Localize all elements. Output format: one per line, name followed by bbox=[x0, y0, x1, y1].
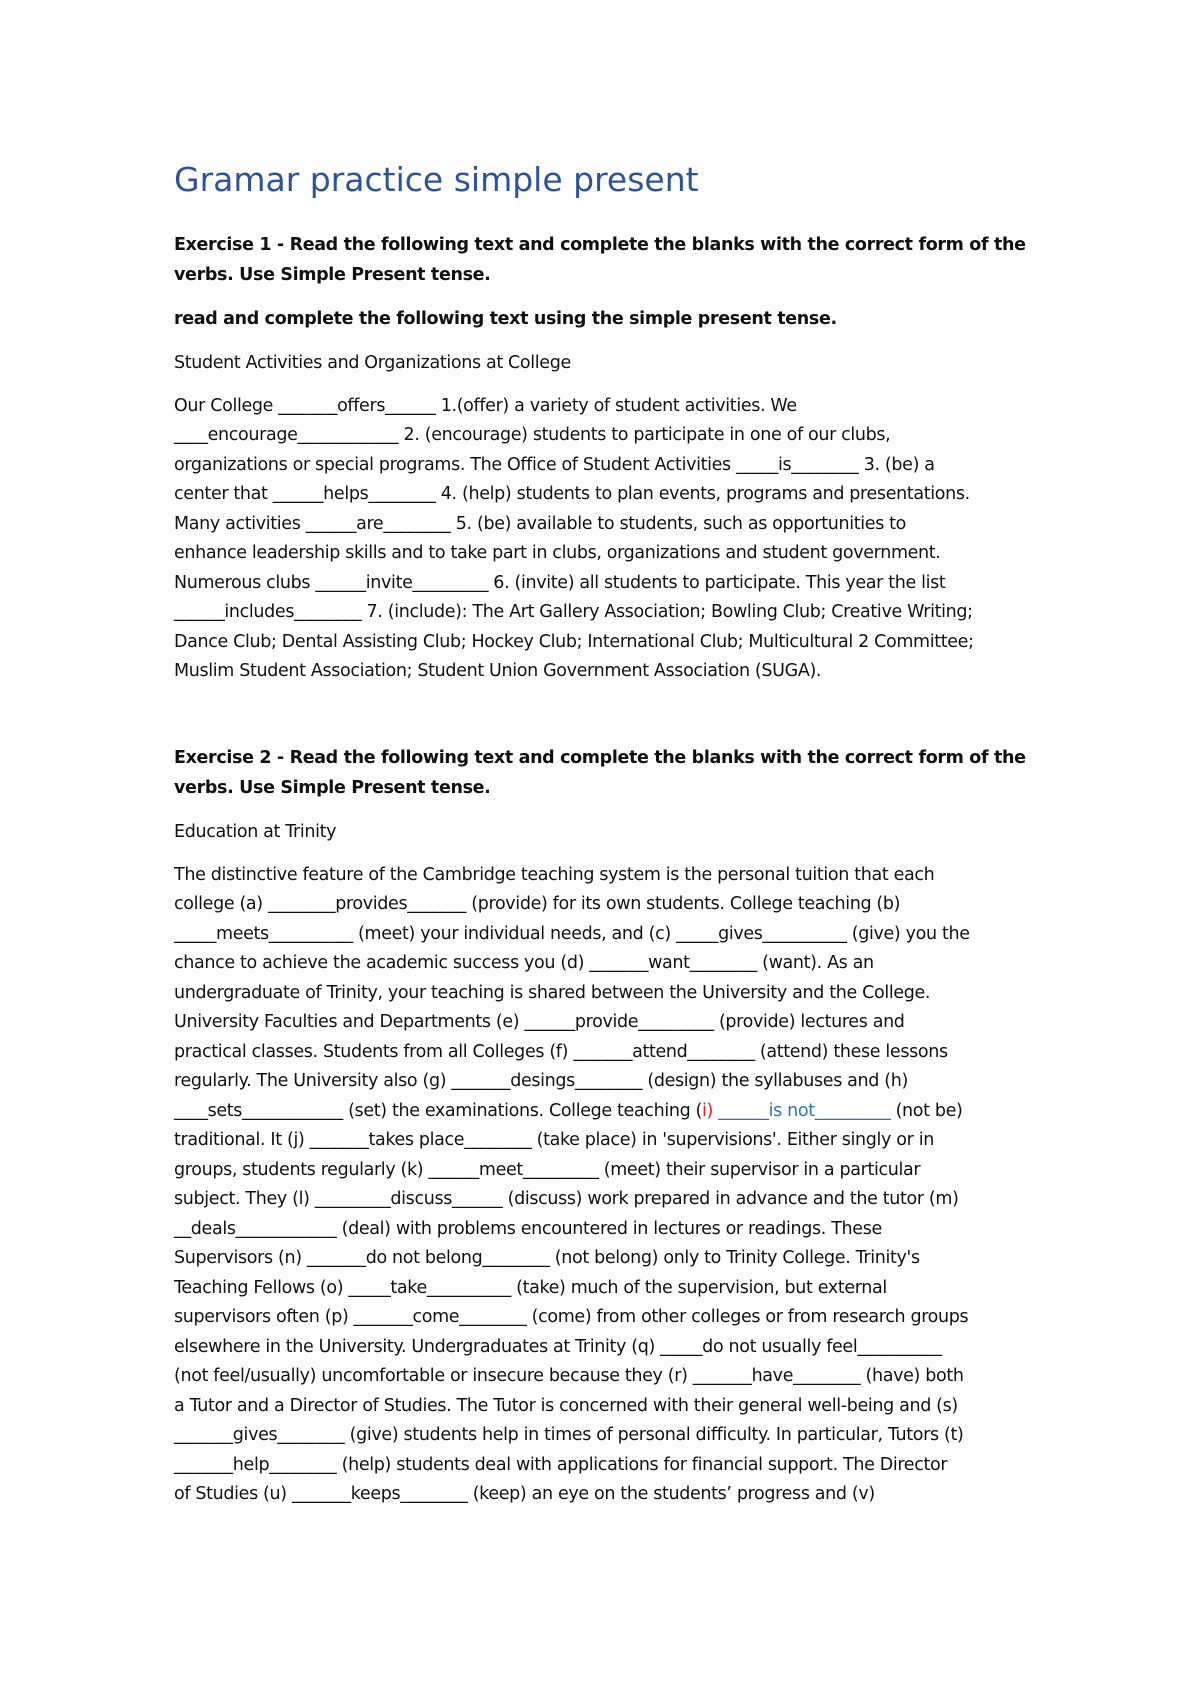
document-content bbox=[174, 160, 1054, 1510]
text-line: Dance Club; Dental Assisting Club; Hockey Club; International Club; Multicultural 2 Committee; bbox=[174, 631, 974, 652]
text-line: __deals____________ (deal) with problems encountered in lectures or readings. These bbox=[174, 1218, 882, 1239]
text-line: supervisors often (p) _______come________ (come) from other colleges or from research groups bbox=[174, 1307, 969, 1328]
text-line: _______gives________ (give) students help in times of personal difficulty. In particular, Tutors (t) bbox=[174, 1425, 964, 1446]
text-line: Teaching Fellows (o) _____take__________ (take) much of the supervision, but external bbox=[174, 1277, 887, 1298]
line-i-answer: ______is not_________ bbox=[713, 1100, 891, 1121]
exercise1-instruction-line: verbs. Use Simple Present tense. bbox=[174, 264, 491, 285]
exercise1-instruction bbox=[174, 230, 1054, 290]
text-line: chance to achieve the academic success you (d) _______want________ (want). As an bbox=[174, 953, 874, 974]
line-i-before: ____sets____________ (set) the examinations. College teaching ( bbox=[174, 1100, 703, 1121]
text-line: _____meets__________ (meet) your individual needs, and (c) _____gives__________ (give) you the bbox=[174, 923, 970, 944]
line-i-letter: i bbox=[702, 1100, 707, 1121]
exercise1-subtitle: Student Activities and Organizations at College bbox=[174, 352, 571, 373]
text-line: a Tutor and a Director of Studies. The Tutor is concerned with their general well-being and (s) bbox=[174, 1395, 958, 1416]
exercise1-instruction-line: Exercise 1 - Read the following text and complete the blanks with the correct form of the bbox=[174, 234, 1026, 255]
exercise2-instruction-line: Exercise 2 - Read the following text and complete the blanks with the correct form of the bbox=[174, 747, 1026, 768]
document-title: Gramar practice simple present bbox=[174, 160, 699, 199]
text-line: traditional. It (j) _______takes place________ (take place) in 'supervisions'. Either singly or in bbox=[174, 1130, 934, 1151]
text-line: regularly. The University also (g) _______desings________ (design) the syllabuses and (h) bbox=[174, 1071, 908, 1092]
text-line: groups, students regularly (k) ______meet_________ (meet) their supervisor in a particular bbox=[174, 1159, 921, 1180]
exercise1-instruction2: read and complete the following text using the simple present tense. bbox=[174, 308, 837, 329]
text-line: practical classes. Students from all Colleges (f) _______attend________ (attend) these lessons bbox=[174, 1041, 948, 1062]
line-i-close: ) bbox=[706, 1100, 714, 1121]
text-line: _______help________ (help) students deal with applications for financial support. The Director bbox=[174, 1454, 948, 1475]
text-line: enhance leadership skills and to take part in clubs, organizations and student government. bbox=[174, 543, 941, 564]
exercise2-instruction-line: verbs. Use Simple Present tense. bbox=[174, 777, 491, 798]
exercise2-text bbox=[174, 861, 1054, 1510]
text-line: center that ______helps________ 4. (help) students to plan events, programs and presentations. bbox=[174, 484, 970, 505]
text-line: of Studies (u) _______keeps________ (keep) an eye on the students’ progress and (v) bbox=[174, 1484, 875, 1505]
text-line: organizations or special programs. The Office of Student Activities _____is________ 3. (be) a bbox=[174, 454, 935, 475]
text-line: University Faculties and Departments (e) ______provide_________ (provide) lectures and bbox=[174, 1012, 905, 1033]
text-line: Numerous clubs ______invite_________ 6. (invite) all students to participate. This year the list bbox=[174, 572, 946, 593]
text-line: Our College _______offers______ 1.(offer) a variety of student activities. We bbox=[174, 395, 797, 416]
exercise1-text bbox=[174, 392, 1054, 687]
text-line: The distinctive feature of the Cambridge teaching system is the personal tuition that each bbox=[174, 864, 935, 885]
exercise2-subtitle: Education at Trinity bbox=[174, 821, 337, 842]
exercise2-instruction bbox=[174, 743, 1054, 803]
text-line: college (a) ________provides_______ (provide) for its own students. College teaching (b) bbox=[174, 894, 901, 915]
text-line: Muslim Student Association; Student Union Government Association (SUGA). bbox=[174, 661, 822, 682]
text-line: subject. They (l) _________discuss______ (discuss) work prepared in advance and the tutor (m) bbox=[174, 1189, 959, 1210]
text-line: elsewhere in the University. Undergraduates at Trinity (q) _____do not usually feel__________ bbox=[174, 1336, 942, 1357]
line-i-after: (not be) bbox=[890, 1100, 963, 1121]
text-line: ______includes________ 7. (include): The Art Gallery Association; Bowling Club; Creative Writing; bbox=[174, 602, 973, 623]
text-line: (not feel/usually) uncomfortable or insecure because they (r) _______have________ (have) both bbox=[174, 1366, 964, 1387]
text-line: Supervisors (n) _______do not belong________ (not belong) only to Trinity College. Trinity's bbox=[174, 1248, 920, 1269]
text-line: Many activities ______are________ 5. (be) available to students, such as opportunities to bbox=[174, 513, 907, 534]
text-line-i bbox=[174, 1097, 1054, 1127]
text-line: ____encourage____________ 2. (encourage) students to participate in one of our clubs, bbox=[174, 425, 891, 446]
text-line: undergraduate of Trinity, your teaching is shared between the University and the College. bbox=[174, 982, 931, 1003]
